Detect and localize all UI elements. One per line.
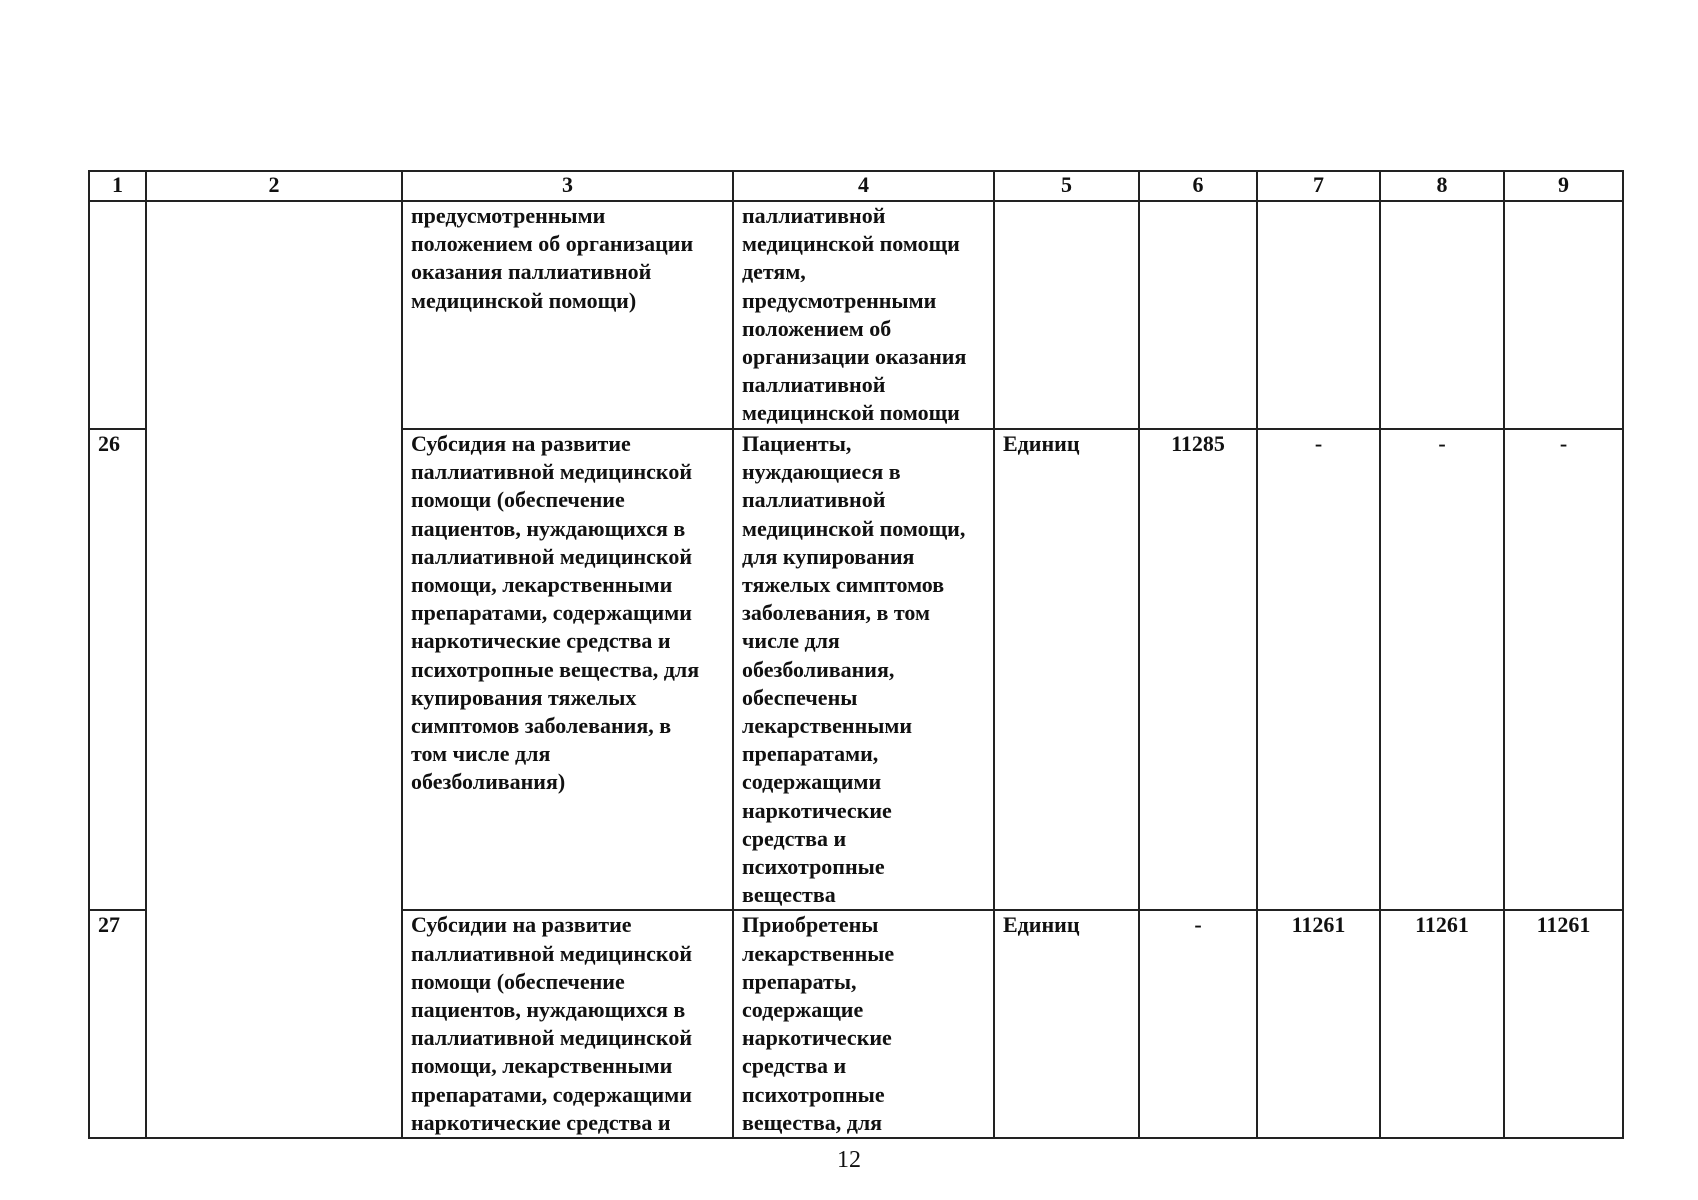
header-col-6: 6 [1139,171,1257,201]
value-col-6: 11285 [1139,429,1257,910]
header-col-2: 2 [146,171,402,201]
unit-cell: Единиц [994,910,1139,1138]
header-col-7: 7 [1257,171,1380,201]
value-col-6 [1139,201,1257,429]
header-col-3: 3 [402,171,733,201]
data-table [88,170,1624,1139]
page-number: 12 [837,1147,861,1173]
value-col-9: 11261 [1504,910,1623,1138]
event-name-cell: Субсидия на развитие паллиативной медицинской помощи (обеспечение пациентов, нуждающихся в паллиативной медицинской помощи, лекарственными препаратами, содержащими наркотические средства и психотропные вещества, для купирования тяжелых симптомов заболевания, в том числе для обезболивания) [402,429,733,910]
header-col-9: 9 [1504,171,1623,201]
value-col-7: - [1257,429,1380,910]
document-table-wrapper [88,170,1622,1139]
result-description-cell: Пациенты, нуждающиеся в паллиативной медицинской помощи, для купирования тяжелых симптомов заболевания, в том числе для обезболивания, обеспечены лекарственными препаратами, содержащими наркотические средства и психотропные вещества [733,429,994,910]
value-col-8: 11261 [1380,910,1504,1138]
value-col-8 [1380,201,1504,429]
unit-cell: Единиц [994,429,1139,910]
result-description-cell: паллиативной медицинской помощи детям, предусмотренными положением об организации оказания паллиативной медицинской помощи [733,201,994,429]
event-name-cell: Субсидии на развитие паллиативной медицинской помощи (обеспечение пациентов, нуждающихся в паллиативной медицинской помощи, лекарственными препаратами, содержащими наркотические средства и [402,910,733,1138]
event-name-cell: предусмотренными положением об организации оказания паллиативной медицинской помощи) [402,201,733,429]
row-number: 26 [89,429,146,910]
value-col-6: - [1139,910,1257,1138]
value-col-7: 11261 [1257,910,1380,1138]
result-description-cell: Приобретены лекарственные препараты, содержащие наркотические средства и психотропные вещества, для [733,910,994,1138]
row-number [89,201,146,429]
row-number: 27 [89,910,146,1138]
value-col-8: - [1380,429,1504,910]
table-row [89,201,1623,429]
header-col-4: 4 [733,171,994,201]
header-col-5: 5 [994,171,1139,201]
value-col-7 [1257,201,1380,429]
header-col-1: 1 [89,171,146,201]
merged-column-2-cell [146,201,402,1138]
header-col-8: 8 [1380,171,1504,201]
unit-cell [994,201,1139,429]
header-row [89,171,1623,201]
value-col-9: - [1504,429,1623,910]
value-col-9 [1504,201,1623,429]
